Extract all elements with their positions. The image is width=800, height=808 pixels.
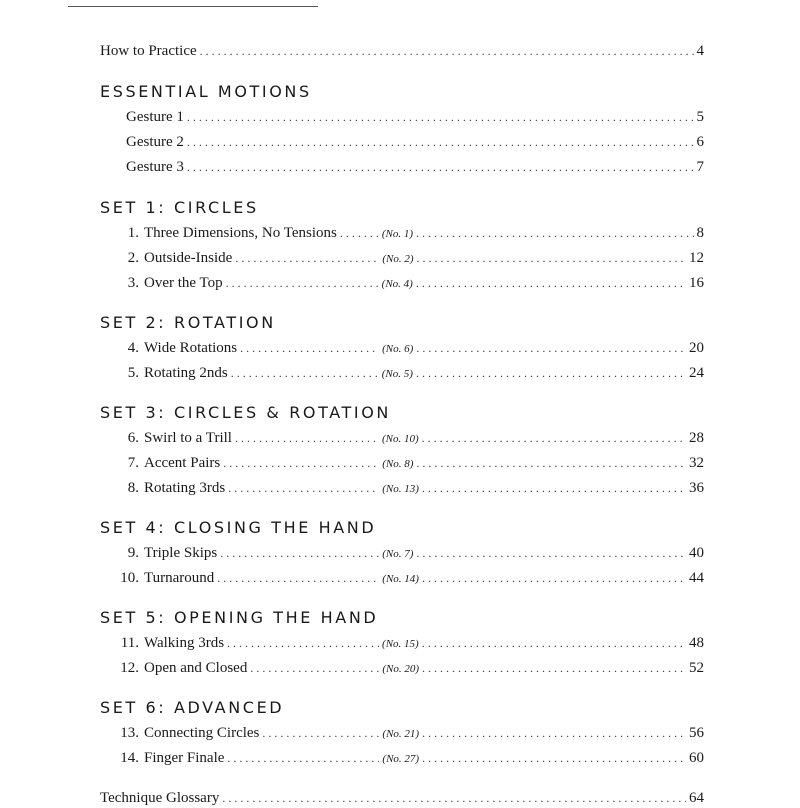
dot-leader	[262, 723, 379, 743]
entry-page: 24	[689, 365, 704, 381]
dot-leader	[340, 223, 379, 243]
entry-title: Accent Pairs	[144, 455, 221, 471]
entry-title: Gesture 3	[126, 159, 184, 175]
section-heading-set-4: SET 4: CLOSING THE HAND	[100, 518, 377, 537]
entry-number: 1.	[127, 225, 139, 241]
dot-leader	[416, 223, 694, 243]
dot-leader	[227, 633, 379, 653]
entry-reference: (No. 4)	[381, 278, 413, 290]
entry-reference: (No. 20)	[382, 663, 419, 675]
entry-title: Technique Glossary	[100, 790, 220, 806]
entry-page: 60	[689, 750, 704, 766]
dot-leader	[422, 748, 686, 768]
entry-reference: (No. 15)	[382, 638, 419, 650]
dot-leader	[235, 428, 379, 448]
entry-title: Open and Closed	[144, 660, 248, 676]
dot-leader	[187, 157, 694, 177]
dot-leader	[416, 338, 686, 358]
dot-leader	[187, 107, 694, 127]
toc-entry[interactable]	[100, 363, 704, 383]
entry-reference: (No. 27)	[382, 753, 420, 765]
dot-leader	[416, 273, 686, 293]
entry-number: 2.	[127, 250, 139, 266]
entry-title: Triple Skips	[144, 545, 218, 561]
entry-title: Rotating 2nds	[144, 365, 228, 381]
dot-leader	[223, 453, 379, 473]
dot-leader	[226, 273, 379, 293]
toc-entry[interactable]	[100, 543, 704, 563]
toc-entry[interactable]	[100, 273, 704, 293]
entry-number: 5.	[127, 365, 139, 381]
dot-leader	[187, 132, 694, 152]
entry-page: 16	[689, 275, 704, 291]
dot-leader	[422, 568, 686, 588]
dot-leader	[222, 788, 686, 808]
entry-page: 5	[696, 109, 704, 125]
toc-entry[interactable]	[100, 338, 704, 358]
toc-entry[interactable]	[100, 568, 704, 588]
section-heading-set-1: SET 1: CIRCLES	[100, 198, 259, 217]
entry-title: Walking 3rds	[144, 635, 225, 651]
entry-title: Rotating 3rds	[144, 480, 226, 496]
entry-number: 4.	[127, 340, 139, 356]
section-heading-set-3: SET 3: CIRCLES & ROTATION	[100, 403, 391, 422]
dot-leader	[235, 248, 379, 268]
toc-entry-gesture-2[interactable]	[126, 132, 704, 152]
entry-title: Finger Finale	[144, 750, 225, 766]
dot-leader	[220, 543, 379, 563]
toc-entry-gesture-1[interactable]	[126, 107, 704, 127]
entry-number: 8.	[127, 480, 139, 496]
entry-title: How to Practice	[100, 43, 197, 59]
entry-number: 10.	[120, 570, 139, 586]
section-heading-set-2: SET 2: ROTATION	[100, 313, 276, 332]
entry-page: 40	[689, 545, 704, 561]
entry-number: 13.	[120, 725, 139, 741]
entry-reference: (No. 8)	[382, 458, 414, 470]
entry-page: 7	[696, 159, 704, 175]
entry-reference: (No. 13)	[382, 483, 419, 495]
toc-entry-technique-glossary[interactable]	[100, 788, 704, 808]
entry-title: Gesture 2	[126, 134, 184, 150]
entry-reference: (No. 5)	[381, 368, 413, 380]
entry-number: 6.	[127, 430, 139, 446]
entry-reference: (No. 6)	[382, 343, 414, 355]
dot-leader	[416, 363, 686, 383]
dot-leader	[422, 633, 686, 653]
entry-title: Wide Rotations	[144, 340, 238, 356]
entry-reference: (No. 14)	[382, 573, 419, 585]
entry-reference: (No. 21)	[382, 728, 420, 740]
toc-entry-gesture-3[interactable]	[126, 157, 704, 177]
toc-entry[interactable]	[100, 658, 704, 678]
entry-page: 64	[689, 790, 704, 806]
dot-leader	[416, 543, 686, 563]
entry-reference: (No. 7)	[382, 548, 414, 560]
entry-page: 48	[689, 635, 704, 651]
toc-entry[interactable]	[100, 748, 704, 768]
dot-leader	[422, 478, 686, 498]
dot-leader	[240, 338, 379, 358]
entry-reference: (No. 10)	[381, 433, 419, 445]
dot-leader	[422, 428, 686, 448]
dot-leader	[417, 248, 687, 268]
entry-page: 56	[689, 725, 704, 741]
toc-entry[interactable]	[100, 453, 704, 473]
dot-leader	[422, 723, 686, 743]
entry-reference: (No. 2)	[382, 253, 414, 265]
entry-title: Three Dimensions, No Tensions	[144, 225, 337, 241]
entry-number: 3.	[127, 275, 139, 291]
toc-entry[interactable]	[100, 478, 704, 498]
dot-leader	[231, 363, 379, 383]
dot-leader	[200, 41, 694, 61]
section-heading-essential: ESSENTIAL MOTIONS	[100, 82, 312, 101]
entry-title: Gesture 1	[126, 109, 184, 125]
entry-title: Over the Top	[144, 275, 223, 291]
entry-page: 32	[689, 455, 704, 471]
toc-entry[interactable]	[100, 248, 704, 268]
entry-number: 12.	[120, 660, 139, 676]
section-heading-set-6: SET 6: ADVANCED	[100, 698, 285, 717]
entry-page: 36	[689, 480, 704, 496]
dot-leader	[228, 478, 379, 498]
entry-reference: (No. 1)	[381, 228, 413, 240]
entry-title: Turnaround	[144, 570, 215, 586]
entry-number: 7.	[127, 455, 139, 471]
toc-entry[interactable]	[100, 633, 704, 653]
entry-page: 28	[689, 430, 704, 446]
dot-leader	[250, 658, 379, 678]
toc-entry[interactable]	[100, 723, 704, 743]
dot-leader	[227, 748, 379, 768]
entry-title: Connecting Circles	[144, 725, 260, 741]
table-of-contents	[100, 0, 704, 806]
entry-page: 8	[696, 225, 704, 241]
dot-leader	[422, 658, 686, 678]
entry-page: 4	[696, 43, 704, 59]
toc-entry-how-to-practice[interactable]	[100, 41, 704, 61]
dot-leader	[217, 568, 379, 588]
entry-page: 44	[689, 570, 704, 586]
entry-title: Swirl to a Trill	[144, 430, 232, 446]
toc-entry[interactable]	[100, 223, 704, 243]
entry-number: 9.	[127, 545, 139, 561]
entry-number: 11.	[120, 635, 139, 651]
entry-page: 12	[689, 250, 704, 266]
section-heading-set-5: SET 5: OPENING THE HAND	[100, 608, 379, 627]
toc-entry[interactable]	[100, 428, 704, 448]
entry-page: 6	[696, 134, 704, 150]
dot-leader	[416, 453, 686, 473]
entry-number: 14.	[120, 750, 139, 766]
entry-page: 52	[689, 660, 704, 676]
entry-title: Outside-Inside	[144, 250, 233, 266]
entry-page: 20	[689, 340, 704, 356]
